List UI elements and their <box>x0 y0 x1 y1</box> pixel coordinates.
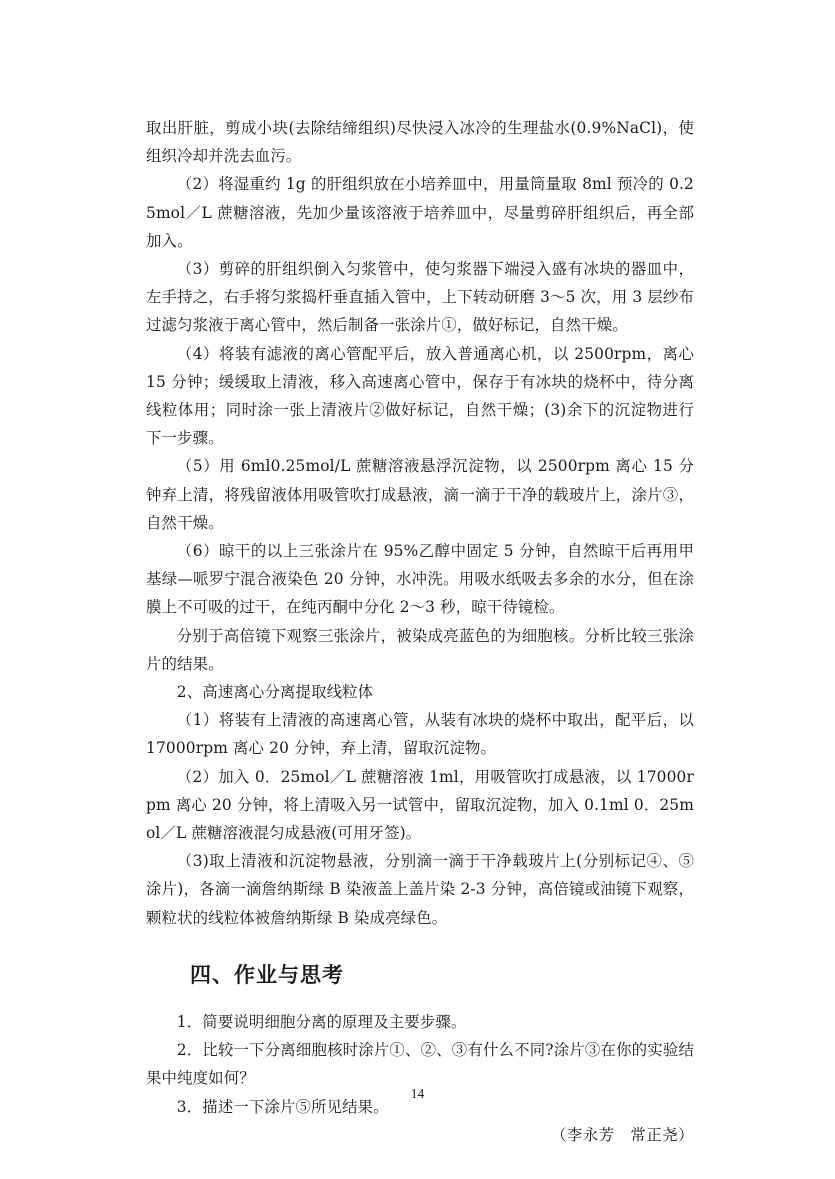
question-1: 1．简要说明细胞分离的原理及主要步骤。 <box>176 1012 467 1031</box>
paragraph-1: 取出肝脏，剪成小块(去除结缔组织)尽快浸入冰冷的生理盐水(0.9%NaCl)，使组织冷却并洗去血污。 <box>146 119 694 166</box>
author-signature: （李永芳 常正尧） <box>550 1125 694 1144</box>
section-heading: 四、作业与思考 <box>190 962 344 987</box>
paragraph-7: 分别于高倍镜下观察三张涂片，被染成亮蓝色的为细胞核。分析比较三张涂片的结果。 <box>146 626 694 673</box>
heading-spacer <box>146 990 694 1008</box>
paragraph-2: （2）将湿重约 1g 的肝组织放在小培养皿中，用量筒量取 8ml 预冷的 0.25mol／L 蔗糖溶液，先加少量该溶液于培养皿中，尽量剪碎肝组织后，再全部加入。 <box>146 175 694 250</box>
paragraph-5: （5）用 6ml0.25mol/L 蔗糖溶液悬浮沉淀物，以 2500rpm 离心 15 分钟弃上清，将残留液体用吸管吹打成悬液，滴一滴于干净的载玻片上，涂片③，自然干燥。 <box>146 457 694 532</box>
paragraph-3: （3）剪碎的肝组织倒入匀浆管中，使匀浆器下端浸入盛有冰块的器皿中，左手持之，右手将匀浆捣杆垂直插入管中，上下转动研磨 3～5 次，用 3 层纱布过滤匀浆液于离心管中，然后制备一张涂片①，做好标记，自然干燥。 <box>146 260 694 335</box>
subsection-title: 2、高速离心分离提取线粒体 <box>176 683 374 702</box>
question-2: 2．比较一下分离细胞核时涂片①、②、③有什么不同?涂片③在你的实验结果中纯度如何？ <box>146 1041 694 1088</box>
question-3: 3．描述一下涂片⑤所见结果。 <box>176 1097 389 1116</box>
paragraph-6: （6）晾干的以上三张涂片在 95%乙醇中固定 5 分钟，自然晾干后再用甲基绿—哌罗宁混合液染色 20 分钟，水冲洗。用吸水纸吸去多余的水分，但在涂膜上不可吸的过干，在纯丙酮中分化 2～3 秒，晾干待镜检。 <box>146 542 694 617</box>
paragraph-11: （3)取上清液和沉淀物悬液，分别滴一滴于干净载玻片上(分别标记④、⑤涂片)，各滴一滴詹纳斯绿 B 染液盖上盖片染 2-3 分钟，高倍镜或油镜下观察，颗粒状的线粒体被詹纳斯绿 B 染成亮绿色。 <box>146 852 694 927</box>
paragraph-4: （4）将装有滤液的离心管配平后，放入普通离心机，以 2500rpm，离心 15 分钟；缓缓取上清液，移入高速离心管中，保存于有冰块的烧杯中，待分离线粒体用；同时涂一张上清液片②做好标记，自然干燥；(3)余下的沉淀物进行下一步骤。 <box>146 344 694 448</box>
paragraph-10: （2）加入 0．25mol／L 蔗糖溶液 1ml，用吸管吹打成悬液，以 17000rpm 离心 20 分钟，将上清吸入另一试管中，留取沉淀物，加入 0.1ml 0．25mol／L 蔗糖溶液混匀成悬液(可用牙签)。 <box>146 767 694 843</box>
page-content <box>146 114 694 1149</box>
page-number: 14 <box>410 1086 425 1101</box>
paragraph-9: （1）将装有上清液的高速离心管，从装有冰块的烧杯中取出，配平后，以 17000rpm 离心 20 分钟，弃上清，留取沉淀物。 <box>146 711 694 758</box>
